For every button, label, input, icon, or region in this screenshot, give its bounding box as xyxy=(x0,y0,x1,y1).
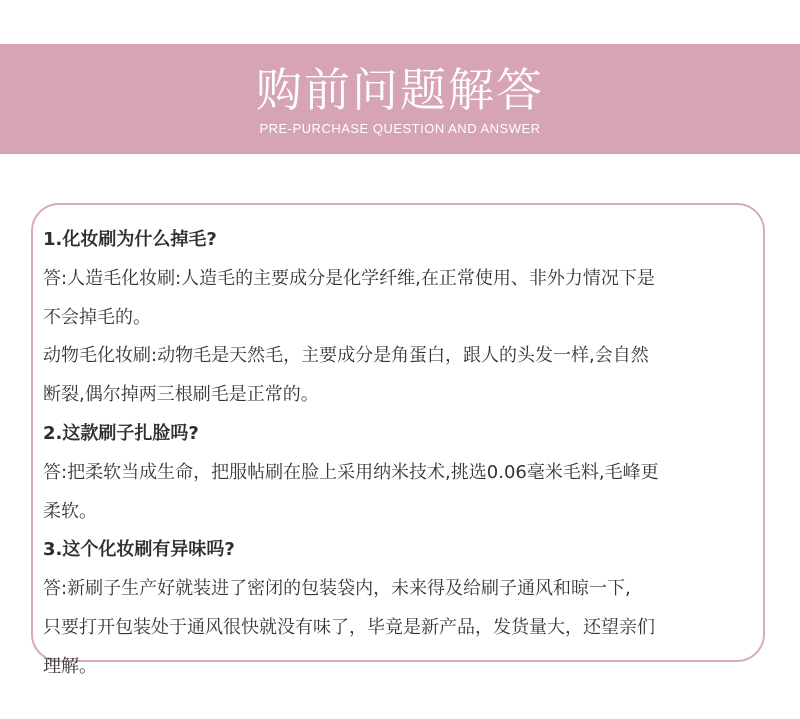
question-3: 3.这个化妆刷有异味吗? xyxy=(43,539,235,561)
faq-box xyxy=(31,203,765,677)
answer-3-line-1: 答:新刷子生产好就装进了密闭的包装袋内，未来得及给刷子通风和晾一下, xyxy=(43,578,631,600)
answer-1-line-2: 不会掉毛的。 xyxy=(43,306,151,328)
question-2: 2.这款刷子扎脸吗? xyxy=(43,422,199,444)
page-subtitle: PRE-PURCHASE QUESTION AND ANSWER xyxy=(259,121,541,136)
header-banner xyxy=(0,44,800,154)
page-title: 购前问题解答 xyxy=(256,63,544,117)
faq-content xyxy=(43,221,763,687)
answer-2-line-1: 答:把柔软当成生命，把服帖刷在脸上采用纳米技术,挑选0.06毫米毛料,毛峰更 xyxy=(43,461,659,483)
answer-1-line-1: 答:人造毛化妆刷:人造毛的主要成分是化学纤维,在正常使用、非外力情况下是 xyxy=(43,267,655,289)
answer-3-line-3: 理解。 xyxy=(43,655,97,677)
question-1: 1.化妆刷为什么掉毛? xyxy=(43,229,217,250)
answer-1-line-3: 动物毛化妆刷:动物毛是天然毛，主要成分是角蛋白，跟人的头发一样,会自然 xyxy=(43,345,649,367)
answer-1-line-4: 断裂,偶尔掉两三根刷毛是正常的。 xyxy=(43,384,319,406)
answer-3-line-2: 只要打开包装处于通风很快就没有味了，毕竟是新产品，发货量大，还望亲们 xyxy=(43,616,655,638)
answer-2-line-2: 柔软。 xyxy=(43,500,97,522)
